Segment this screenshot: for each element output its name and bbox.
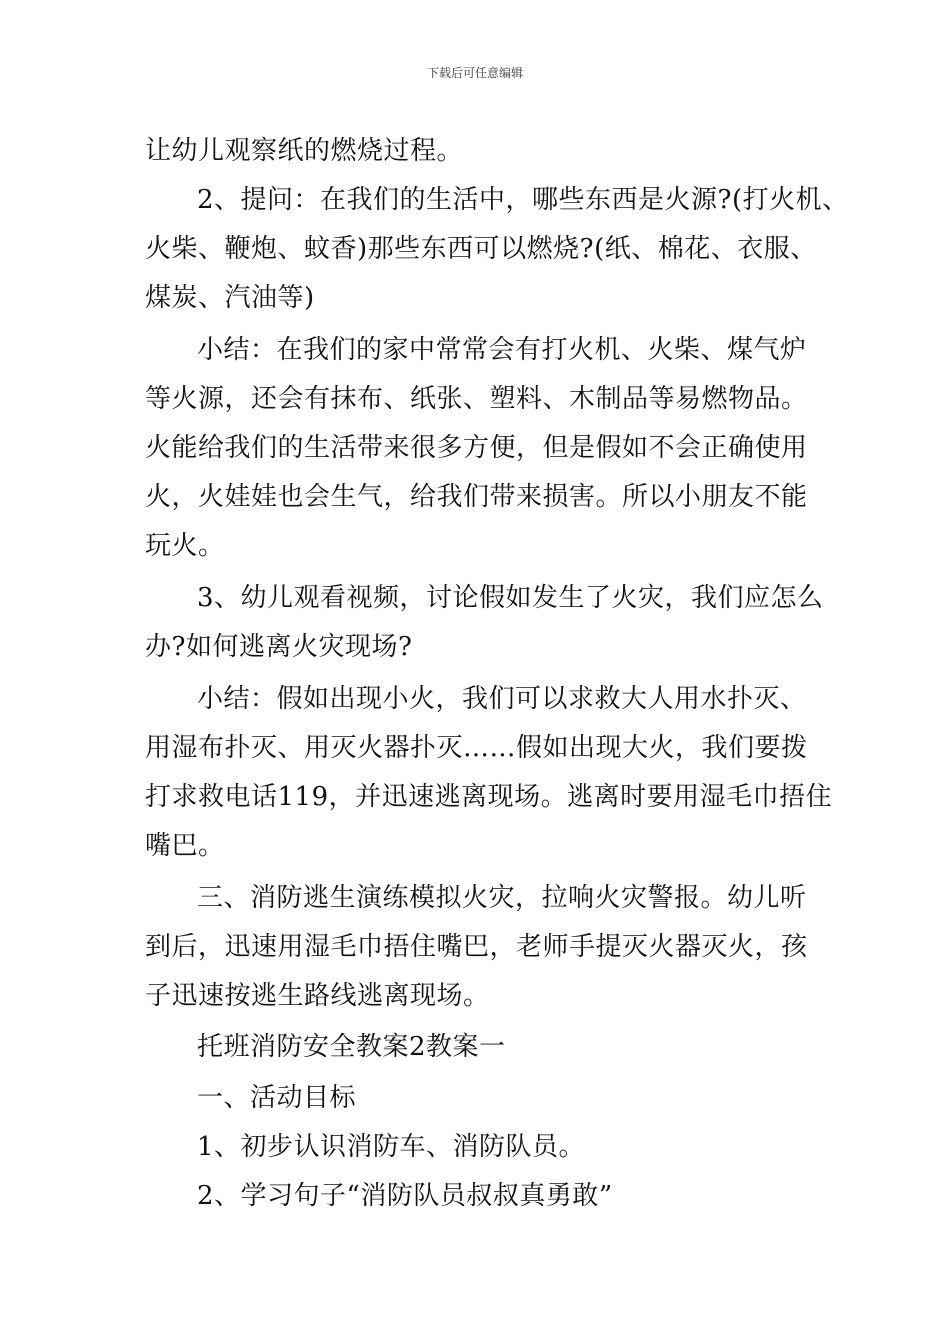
section-heading: 一、活动目标 [197,1083,357,1113]
body-line: 火能给我们的生活带来很多方便，但是假如不会正确使用 [145,433,808,463]
body-line: 办?如何逃离火灾现场? [145,632,413,662]
body-line: 2、提问：在我们的生活中，哪些东西是火源?(打火机、 [197,185,849,215]
body-line: 火柴、鞭炮、蚊香)那些东西可以燃烧?(纸、棉花、衣服、 [145,234,817,264]
body-line: 1、初步认识消防车、消防队员。 [197,1132,586,1162]
body-line: 煤炭、汽油等) [145,283,315,313]
body-line: 玩火。 [145,531,225,561]
section-title: 托班消防安全教案2教案一 [197,1032,506,1062]
body-line: 2、学习句子“消防队员叔叔真勇敢” [197,1181,613,1211]
body-line: 让幼儿观察纸的燃烧过程。 [145,136,464,166]
body-line: 用湿布扑灭、用灭火器扑灭……假如出现大火，我们要拨 [145,733,808,763]
body-line: 打求救电话119，并迅速逃离现场。逃离时要用湿毛巾捂住 [145,782,833,812]
body-line: 嘴巴。 [145,831,225,861]
body-line: 小结：在我们的家中常常会有打火机、火柴、煤气炉 [197,335,807,365]
body-line: 三、消防逃生演练模拟火灾，拉响火灾警报。幼儿听 [197,883,807,913]
body-line: 等火源，还会有抹布、纸张、塑料、木制品等易燃物品。 [145,384,808,414]
body-line: 小结：假如出现小火，我们可以求救大人用水扑灭、 [197,684,807,714]
page-header: 下载后可任意编辑 [426,66,523,80]
body-line: 到后，迅速用湿毛巾捂住嘴巴，老师手提灭火器灭火，孩 [145,932,808,962]
body-line: 火，火娃娃也会生气，给我们带来损害。所以小朋友不能 [145,482,808,512]
body-line: 子迅速按逃生路线逃离现场。 [145,981,490,1011]
body-line: 3、幼儿观看视频，讨论假如发生了火灾，我们应怎么 [197,583,824,613]
